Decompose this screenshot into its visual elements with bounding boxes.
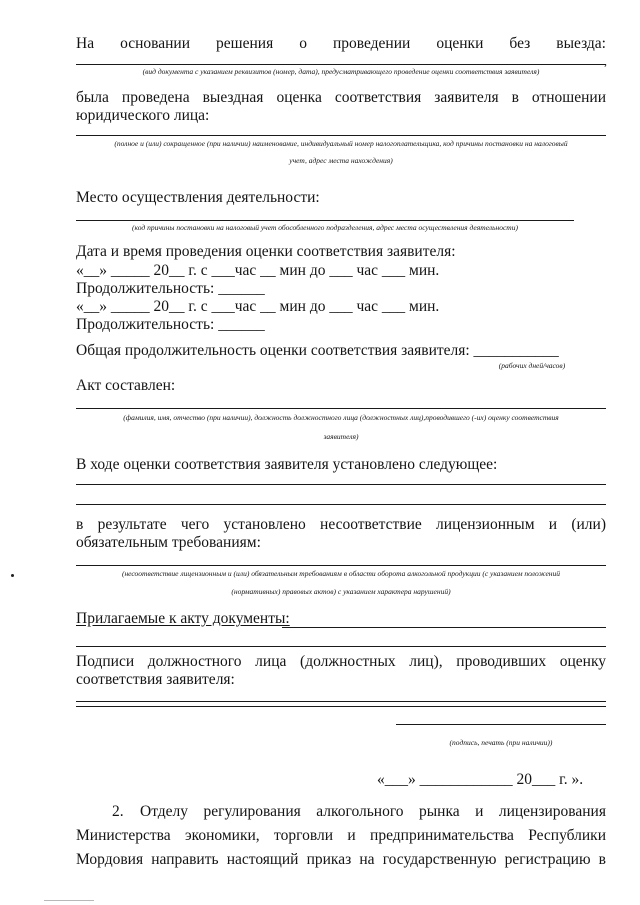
paragraph-2-line-2: Министерства экономики, торговли и предпринимательства Республики <box>76 827 606 844</box>
paragraph-2-line-1: Отделу регулирования алкогольного рынка и лицензирования <box>140 803 606 820</box>
fill-line <box>76 701 606 702</box>
legal-entity-label: юридического лица: <box>76 107 210 124</box>
onsite-assessment-text: была проведена выездная оценка соответствия заявителя в отношении <box>76 89 606 106</box>
footer-rule <box>44 900 94 901</box>
caption-document-type: (вид документа с указанием реквизитов (номер, дата), предусматривающего проведение оценки соответствия заявителя) <box>142 67 540 76</box>
fill-line <box>76 408 606 409</box>
fill-line <box>76 706 606 707</box>
attached-documents-label: Прилагаемые к акту документы: <box>76 610 290 627</box>
caption-violations-cont: (нормативных) правовых актов) с указанием характера нарушений) <box>231 587 451 596</box>
fill-line <box>76 220 574 221</box>
paragraph-2-line-3: Мордовия направить настоящий приказ на государственную регистрацию в <box>76 851 606 868</box>
duration-row-2: Продолжительность: ______ <box>76 316 265 333</box>
datetime-row-2: «__» _____ 20__ г. с ___час __ мин до ___ час ___ мин. <box>76 298 440 315</box>
assessment-label: соответствия заявителя: <box>76 671 235 688</box>
caption-legal-entity-cont: учет, адрес места нахождения) <box>289 156 393 165</box>
caption-violations: (несоответствие лицензионным и (или) обязательным требованиям в области оборота алкогольной продукции (с указанием положений <box>121 569 561 578</box>
fill-line <box>282 627 606 628</box>
caption-signature: (подпись, печать (при наличии)) <box>449 738 553 747</box>
scan-dot <box>11 574 14 577</box>
caption-officials: (фамилия, имя, отчество (при наличии), должность должностного лица (должностных лиц),проводившего (-их) оценку соответствия <box>123 413 559 422</box>
fill-line <box>76 646 606 647</box>
signature-line <box>396 724 606 725</box>
act-composed-label: Акт составлен: <box>76 377 176 394</box>
caption-officials-cont: заявителя) <box>323 432 359 441</box>
fill-line <box>76 484 606 485</box>
total-duration-label: Общая продолжительность оценки соответствия заявителя: ___________ <box>76 342 559 359</box>
non-compliance-text: в результате чего установлено несоответствие лицензионным и (или) <box>76 516 606 533</box>
fill-line <box>76 135 606 136</box>
assessment-datetime-label: Дата и время проведения оценки соответствия заявителя: <box>76 243 456 260</box>
datetime-row-1: «__» _____ 20__ г. с ___час __ мин до ___ час ___ мин. <box>76 262 440 279</box>
fill-line <box>76 64 606 65</box>
signature-date: «___» ____________ 20___ г. ». <box>377 771 584 788</box>
fill-line <box>76 565 606 566</box>
comma-mark: , <box>604 54 607 68</box>
caption-legal-entity: (полное и (или) сокращенное (при наличии) наименование, индивидуальный номер налогоплательщика, код причины постановки на налоговый <box>114 139 568 148</box>
caption-work-days: (рабочих дней/часов) <box>498 361 566 370</box>
requirements-label: обязательным требованиям: <box>76 534 261 551</box>
paragraph-number: 2. <box>112 803 124 820</box>
activity-place-label: Место осуществления деятельности: <box>76 189 320 206</box>
fill-line <box>76 504 606 505</box>
basis-decision-text: На основании решения о проведении оценки без выезда: <box>76 35 606 52</box>
signatures-text: Подписи должностного лица (должностных лиц), проводивших оценку <box>76 653 606 670</box>
duration-row-1: Продолжительность: ______ <box>76 280 265 297</box>
caption-activity-place: (код причины постановки на налоговый учет обособленного подразделения, адрес места осуществления деятельности) <box>132 223 518 232</box>
findings-label: В ходе оценки соответствия заявителя установлено следующее: <box>76 456 498 473</box>
